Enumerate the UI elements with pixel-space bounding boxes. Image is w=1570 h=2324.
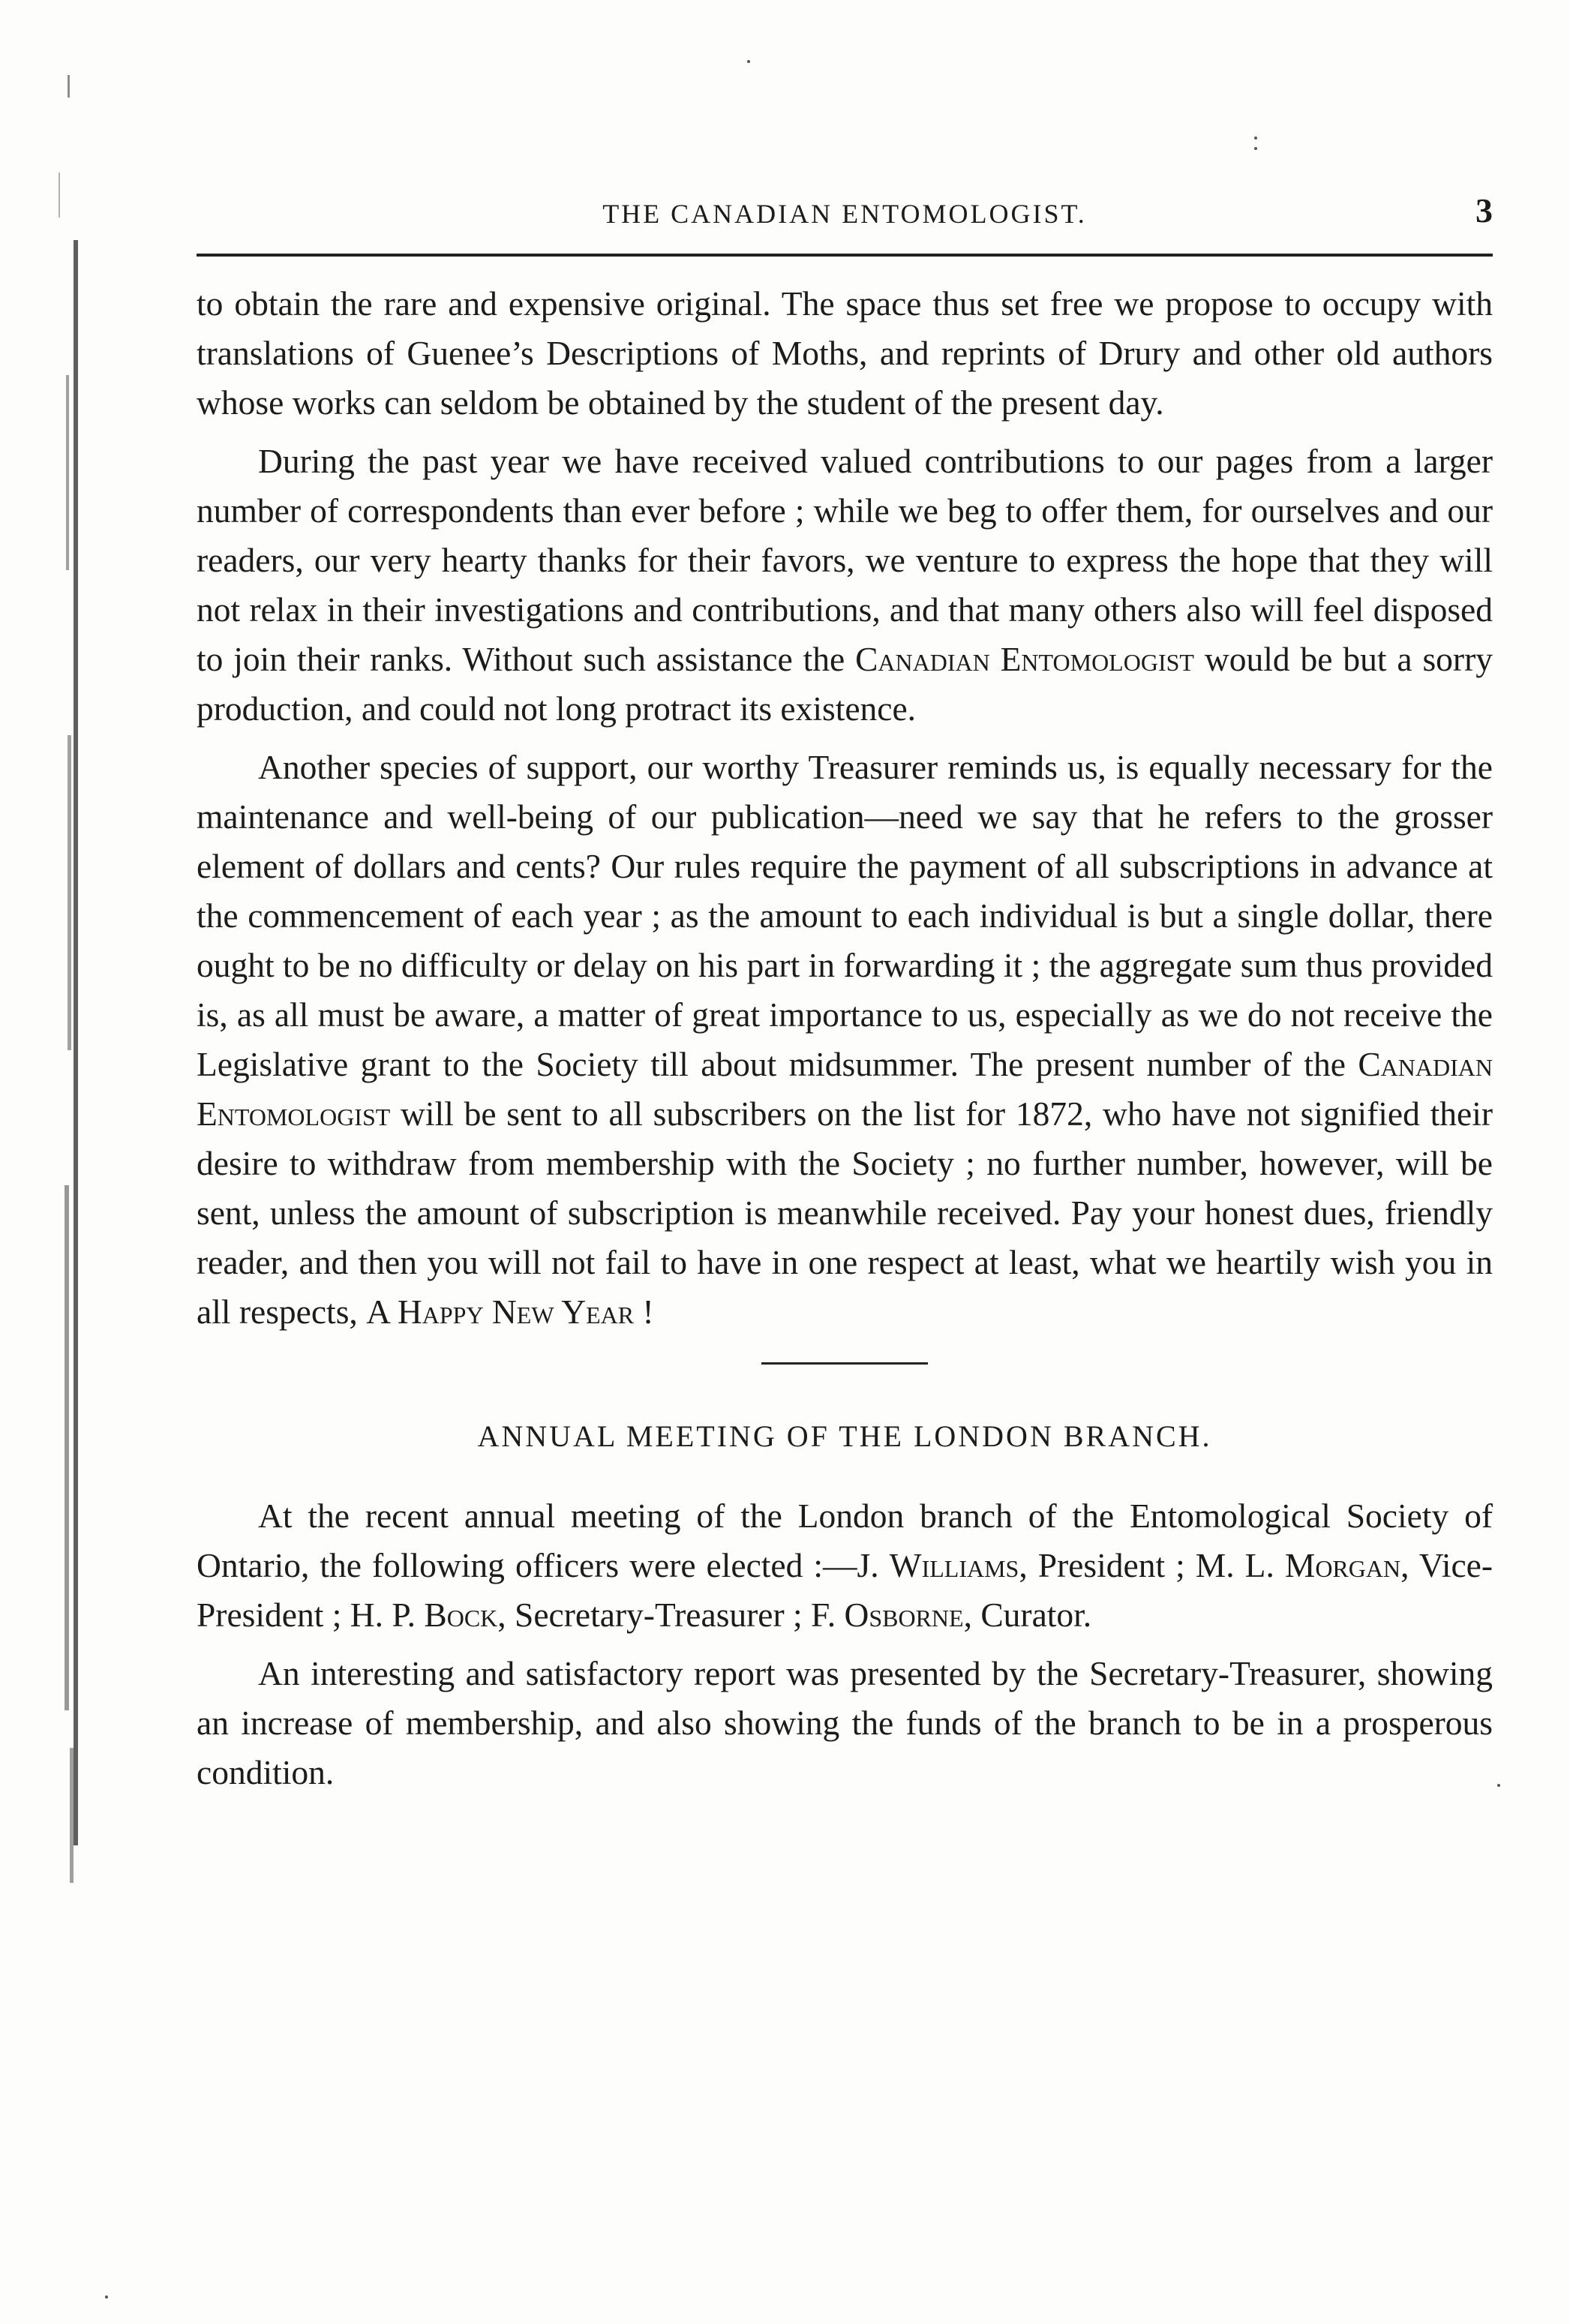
paragraph-2 — [197, 437, 1493, 734]
paragraph-text: At the recent annual meeting of the London branch of the Entomological Society of Ontario, the following officers were elected :—J. — [197, 1497, 1493, 1584]
officer-name: Osborne — [844, 1596, 964, 1634]
section-divider — [761, 1362, 928, 1365]
officer-name: Morgan — [1284, 1546, 1401, 1584]
officer-name: Bock — [424, 1596, 498, 1634]
paragraph-text: would be but a sorry production, and could not long protract its existence. — [197, 640, 1493, 728]
paragraph-text: , President ; M. L. — [1019, 1546, 1285, 1584]
paragraph-text: Another species of support, our worthy Treasurer reminds us, is equally necessary for the maintenance and well-being of our publication—need we say that he refers to the grosser element of dollars and cents? Our rules require the payment of all subscriptions in advance at the commencement of each year ; as the amount to each individual is but a single dollar, there ought to be no difficulty or delay on his part in forwarding it ; the aggregate sum thus provided is, as all must be aware, a matter of great importance to us, especially as we do not receive the Legislative grant to the Society till about midsummer. The present number of the — [197, 748, 1493, 1083]
running-head — [197, 188, 1493, 240]
print-speck — [1254, 147, 1257, 150]
paragraph-text: , Curator. — [963, 1596, 1092, 1634]
journal-name-smallcaps: Canadian Entomologist — [197, 1045, 1493, 1133]
page — [197, 188, 1493, 1806]
section-london-branch — [197, 1419, 1493, 1797]
page-number: 3 — [1475, 191, 1493, 230]
journal-title: THE CANADIAN ENTOMOLOGIST. — [602, 199, 1087, 229]
section-heading: ANNUAL MEETING OF THE LONDON BRANCH. — [477, 1419, 1212, 1453]
binding-edge-shadow — [45, 60, 98, 2085]
print-speck — [747, 60, 750, 63]
print-speck — [1254, 137, 1257, 140]
article-body — [197, 279, 1493, 1337]
section-paragraph-1 — [197, 1491, 1493, 1640]
section-paragraph-2 — [197, 1649, 1493, 1797]
print-speck — [1497, 1784, 1500, 1787]
officer-name: Williams — [889, 1546, 1019, 1584]
paragraph-text: , Vice-President ; H. P. — [197, 1546, 1493, 1634]
paragraph-text: to obtain the rare and expensive original. The space thus set free we propose to occupy with translations of Guenee’s Descriptions of Moths, and reprints of Drury and other old authors whose works can seldom be obtained by the student of the present day. — [197, 284, 1493, 422]
print-speck — [105, 2295, 108, 2298]
paragraph-3 — [197, 743, 1493, 1337]
paragraph-text: , Secretary-Treasurer ; F. — [497, 1596, 845, 1634]
paragraph-text: will be sent to all subscribers on the list for 1872, who have not signified their desire to withdraw from membership with the Society ; no further number, however, will be sent, unless the amount of subscription is meanwhile received. Pay your honest dues, friendly reader, and then you will not fail to have in one respect at least, what we heartily wish you in all respects, — [197, 1094, 1493, 1331]
journal-name-smallcaps: Canadian Entomologist — [855, 640, 1194, 678]
paragraph-text: ! — [634, 1293, 654, 1331]
header-rule — [197, 254, 1493, 257]
greeting-smallcaps: A Happy New Year — [366, 1293, 635, 1331]
paragraph-text: During the past year we have received valued contributions to our pages from a larger number of correspondents than ever before ; while we beg to offer them, for ourselves and our readers, our very hearty thanks for their favors, we venture to express the hope that they will not relax in their investigations and contributions, and that many others also will feel disposed to join their ranks. Without such assistance the — [197, 442, 1493, 678]
paragraph-1 — [197, 279, 1493, 428]
paragraph-text: An interesting and satisfactory report was presented by the Secretary-Treasurer, showing an increase of membership, and also showing the funds of the branch to be in a prosperous condition. — [197, 1654, 1493, 1791]
